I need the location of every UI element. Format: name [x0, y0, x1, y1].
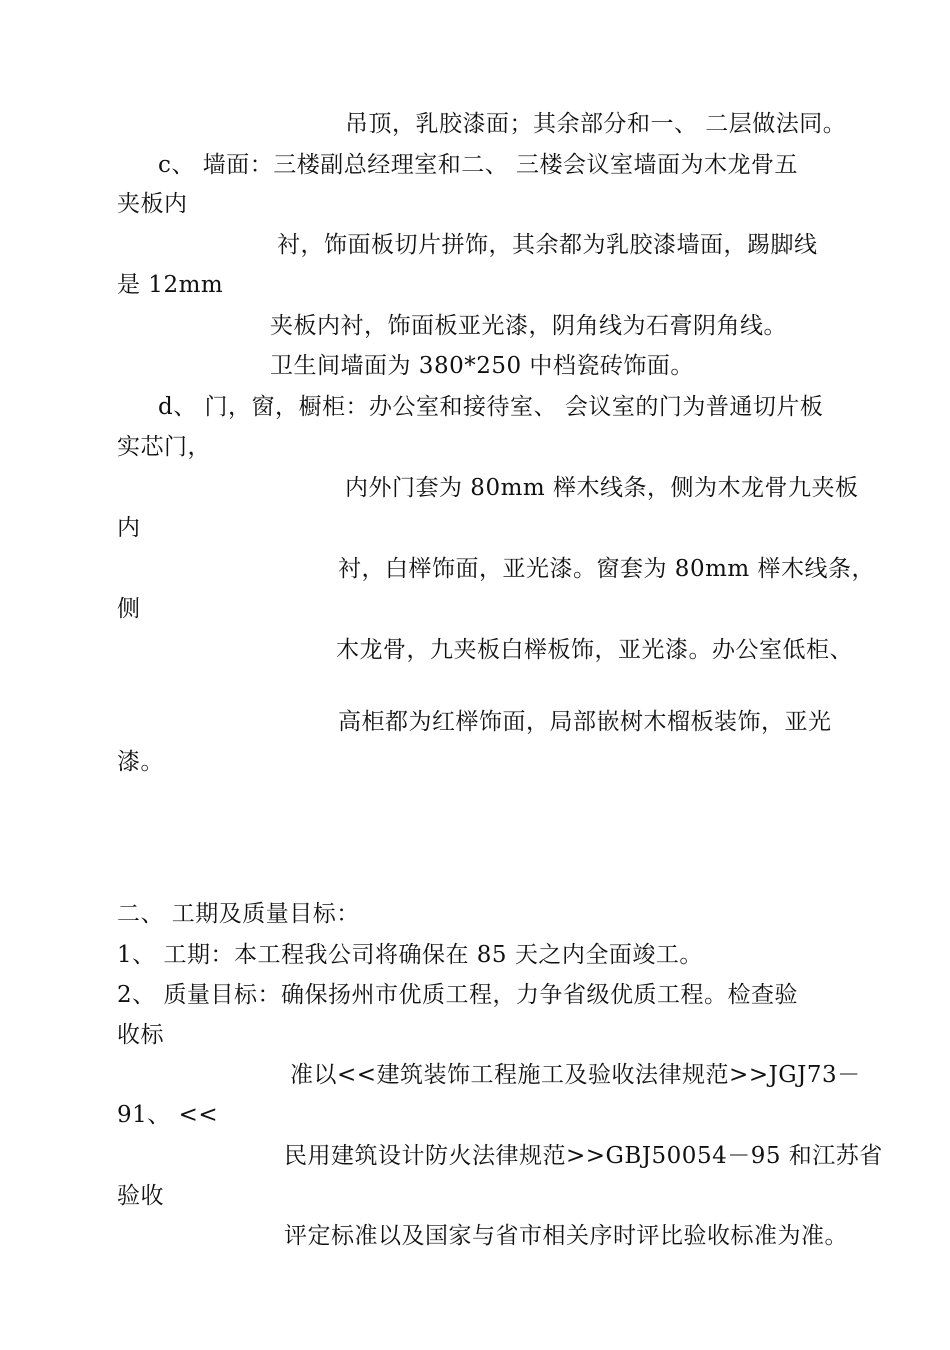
text-line: 是 12mm [117, 272, 224, 298]
text-line: 验收 [117, 1183, 164, 1209]
text-line: 实芯门， [117, 434, 211, 460]
text-line: 衬，饰面板切片拼饰，其余都为乳胶漆墙面，踢脚线 [277, 232, 818, 258]
text-line: 准以<<建筑装饰工程施工及验收法律规范>>JGJ73－ [290, 1062, 861, 1088]
text-line: 衬，白榉饰面，亚光漆。窗套为 80mm 榉木线条， [338, 556, 876, 582]
text-line: 夹板内 [117, 191, 188, 217]
text-line: c、 墙面：三楼副总经理室和二、 三楼会议室墙面为木龙骨五 [158, 152, 799, 178]
text-line: 民用建筑设计防火法律规范>>GBJ50054－95 和江苏省 [284, 1143, 883, 1169]
text-line: 高柜都为红榉饰面，局部嵌树木榴板装饰，亚光 [338, 709, 832, 735]
text-line: 侧 [117, 596, 141, 622]
text-line: 夹板内衬，饰面板亚光漆，阴角线为石膏阴角线。 [270, 313, 787, 339]
text-line: 漆。 [117, 749, 164, 775]
text-line: 内 [117, 515, 141, 541]
section-heading: 二、 工期及质量目标： [117, 901, 360, 927]
text-line: 评定标准以及国家与省市相关序时评比验收标准为准。 [284, 1223, 848, 1249]
text-line: 2、 质量目标：确保扬州市优质工程，力争省级优质工程。检查验 [117, 982, 798, 1008]
text-line: 收标 [117, 1022, 164, 1048]
text-line: d、 门，窗，橱柜：办公室和接待室、 会议室的门为普通切片板 [158, 394, 824, 420]
text-line: 1、 工期：本工程我公司将确保在 85 天之内全面竣工。 [117, 942, 703, 968]
text-line: 内外门套为 80mm 榉木线条，侧为木龙骨九夹板 [345, 475, 859, 501]
text-line: 91、 << [117, 1102, 219, 1128]
text-line: 木龙骨，九夹板白榉板饰，亚光漆。办公室低柜、 [336, 637, 853, 663]
text-line: 卫生间墙面为 380*250 中档瓷砖饰面。 [270, 353, 694, 379]
text-line: 吊顶，乳胶漆面；其余部分和一、 二层做法同。 [345, 111, 847, 137]
